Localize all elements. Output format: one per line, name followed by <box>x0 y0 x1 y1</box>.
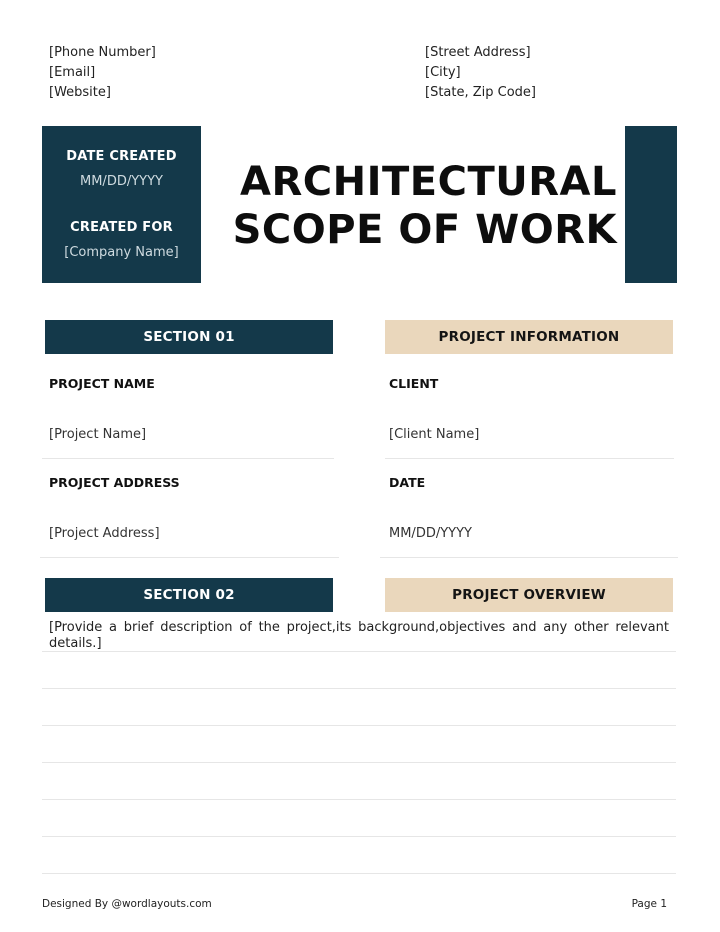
project-name-label: PROJECT NAME <box>49 376 155 391</box>
client-name-value[interactable]: [Client Name] <box>389 427 480 442</box>
project-address-value[interactable]: [Project Address] <box>49 526 160 541</box>
writing-line <box>42 762 676 763</box>
writing-line <box>42 688 676 689</box>
client-label: CLIENT <box>389 376 439 391</box>
document-meta-box <box>42 126 201 283</box>
section-02-label: SECTION 02 <box>45 578 333 612</box>
divider <box>385 458 674 459</box>
writing-line <box>42 799 676 800</box>
divider <box>40 557 339 558</box>
project-name-value[interactable]: [Project Name] <box>49 427 147 442</box>
page-number: Page 1 <box>631 898 667 910</box>
divider <box>42 458 334 459</box>
city: [City] <box>425 65 461 80</box>
email: [Email] <box>49 65 96 80</box>
phone-number: [Phone Number] <box>49 45 156 60</box>
title-line-1: ARCHITECTURAL <box>240 159 617 205</box>
writing-line <box>42 725 676 726</box>
project-information-heading: PROJECT INFORMATION <box>385 320 673 354</box>
date-label: DATE <box>389 475 426 490</box>
writing-line <box>42 836 676 837</box>
date-created-label: DATE CREATED <box>66 149 177 164</box>
divider <box>380 557 678 558</box>
contact-info-left <box>49 43 156 103</box>
title-accent-bar <box>625 126 677 283</box>
footer-credit: Designed By @wordlayouts.com <box>42 898 212 910</box>
writing-line <box>42 651 676 652</box>
street-address: [Street Address] <box>425 45 531 60</box>
state-zip: [State, Zip Code] <box>425 85 537 100</box>
section-01-label: SECTION 01 <box>45 320 333 354</box>
writing-line <box>42 873 676 874</box>
title-line-2: SCOPE OF WORK <box>232 207 617 253</box>
contact-info-right <box>425 43 536 103</box>
created-for-value: [Company Name] <box>64 245 179 260</box>
date-value[interactable]: MM/DD/YYYY <box>389 526 472 541</box>
date-created-value: MM/DD/YYYY <box>80 174 163 189</box>
page-title <box>233 158 617 254</box>
project-overview-description[interactable]: [Provide a brief description of the project,its background,objectives and any other relevant details.] <box>49 620 669 651</box>
project-overview-heading: PROJECT OVERVIEW <box>385 578 673 612</box>
project-address-label: PROJECT ADDRESS <box>49 475 180 490</box>
website: [Website] <box>49 85 111 100</box>
created-for-label: CREATED FOR <box>70 220 173 235</box>
